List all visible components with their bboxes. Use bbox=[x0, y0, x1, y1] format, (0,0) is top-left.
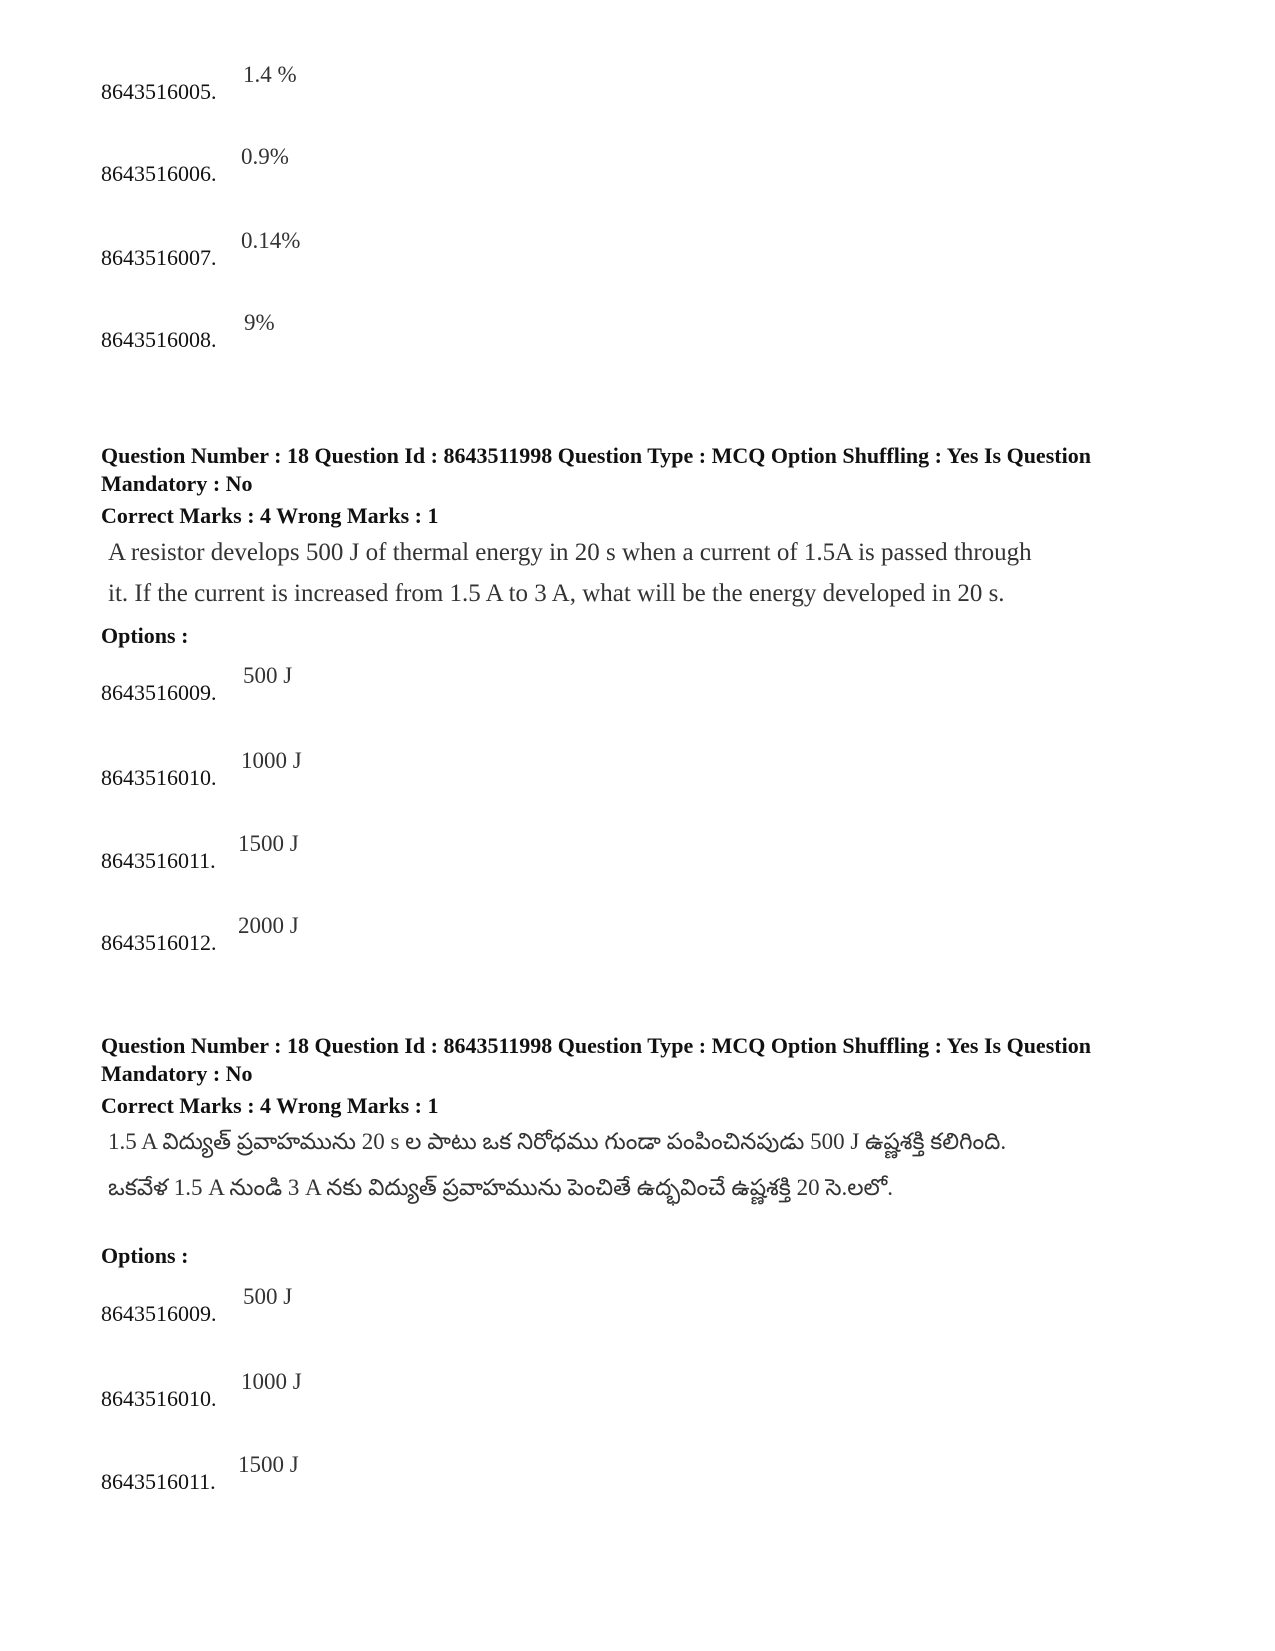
option-id: 8643516010. bbox=[101, 1386, 217, 1411]
options-label: Options : bbox=[101, 1243, 189, 1268]
option-value: 500 J bbox=[243, 663, 293, 688]
question-text-line-2: ఒకవేళ 1.5 A నుండి 3 A నకు విద్యుత్ ప్రవాహమును పెంచితే ఉద్భవించే ఉష్ణశక్తి 20 సె.లలో. bbox=[108, 1175, 893, 1200]
question-header: Question Number : 18 Question Id : 8643511998 Question Type : MCQ Option Shuffling : Yes Is Question Mandatory : No bbox=[101, 443, 1091, 496]
option-value: 0.14% bbox=[241, 228, 301, 253]
option-id: 8643516010. bbox=[101, 765, 217, 790]
question-text-line-2: it. If the current is increased from 1.5 A to 3 A, what will be the energy developed in 20 s. bbox=[108, 580, 1005, 607]
question-text-line-1: A resistor develops 500 J of thermal energy in 20 s when a current of 1.5A is passed through bbox=[108, 539, 1032, 566]
question-header: Question Number : 18 Question Id : 8643511998 Question Type : MCQ Option Shuffling : Yes Is Question Mandatory : No bbox=[101, 1033, 1091, 1086]
question-marks: Correct Marks : 4 Wrong Marks : 1 bbox=[101, 503, 439, 528]
option-id: 8643516008. bbox=[101, 327, 217, 352]
option-id: 8643516006. bbox=[101, 161, 217, 186]
option-id: 8643516007. bbox=[101, 245, 217, 270]
option-value: 500 J bbox=[243, 1284, 293, 1309]
question-text-line-1: 1.5 A విద్యుత్ ప్రవాహమును 20 s ల పాటు ఒక నిరోధము గుండా పంపించినపుడు 500 J ఉష్ణశక్తి కలిగింది. bbox=[108, 1129, 1007, 1154]
option-id: 8643516011. bbox=[101, 848, 216, 873]
option-value: 1000 J bbox=[241, 1369, 302, 1394]
option-value: 1500 J bbox=[238, 1452, 299, 1477]
option-value: 2000 J bbox=[238, 913, 299, 938]
option-value: 1000 J bbox=[241, 748, 302, 773]
option-value: 9% bbox=[244, 310, 275, 335]
options-label: Options : bbox=[101, 623, 189, 648]
option-value: 0.9% bbox=[241, 144, 289, 169]
option-id: 8643516011. bbox=[101, 1469, 216, 1494]
option-id: 8643516009. bbox=[101, 680, 217, 705]
option-id: 8643516009. bbox=[101, 1301, 217, 1326]
option-id: 8643516012. bbox=[101, 930, 217, 955]
option-value: 1500 J bbox=[238, 831, 299, 856]
option-id: 8643516005. bbox=[101, 79, 217, 104]
option-value: 1.4 % bbox=[243, 62, 297, 87]
question-marks: Correct Marks : 4 Wrong Marks : 1 bbox=[101, 1093, 439, 1118]
